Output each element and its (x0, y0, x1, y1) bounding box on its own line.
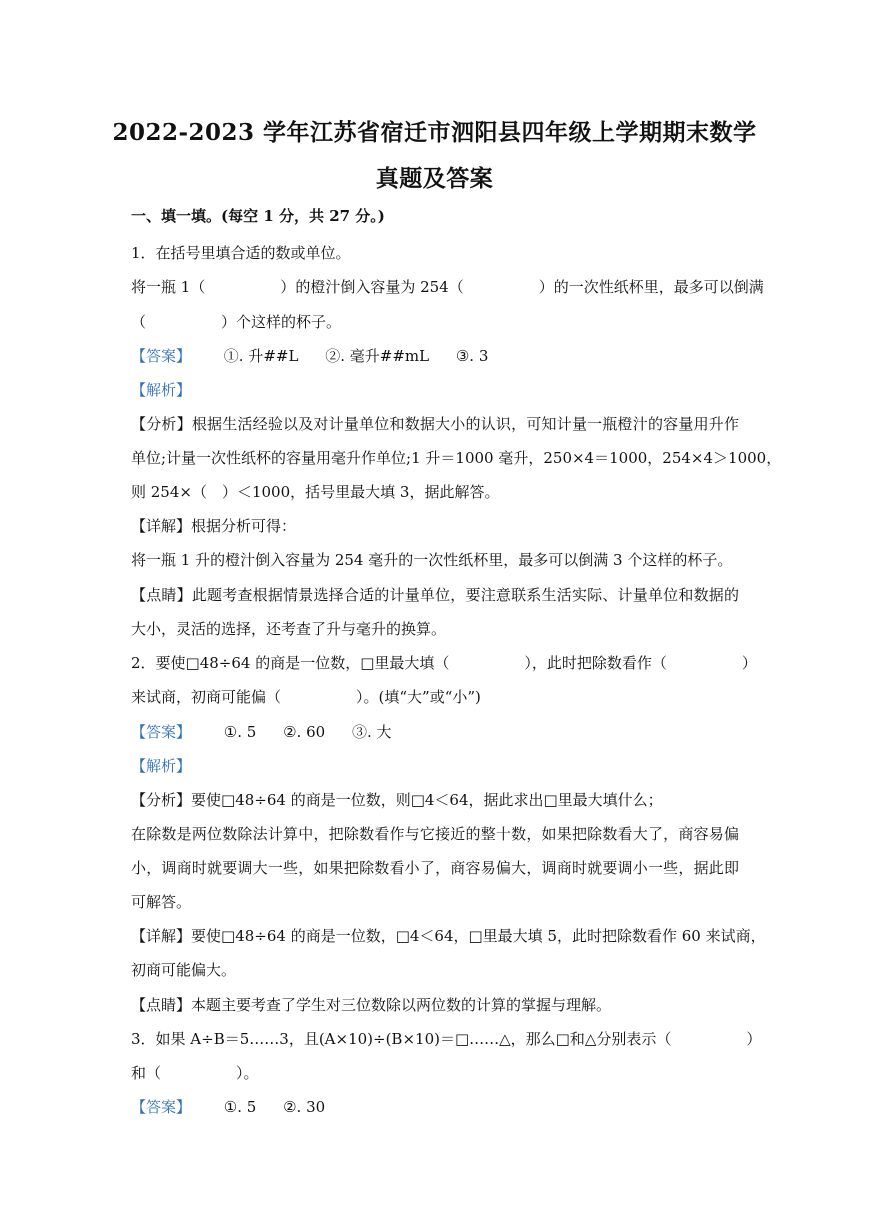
q2-stem-line1: 2．要使□48÷64 的商是一位数，□里最大填（ ），此时把除数看作（ ） (131, 654, 757, 672)
q2-xiangjie-line2: 初商可能偏大。 (131, 961, 237, 979)
q2-answer-2: ②. 60 (283, 723, 326, 741)
q1-xiangjie-line2: 将一瓶 1 升的橙汁倒入容量为 254 毫升的一次性纸杯里，最多可以倒满 3 个这样的杯子。 (131, 551, 733, 569)
q3-answer-1: ①. 5 (223, 1098, 257, 1116)
q1-fenxi-text1: 根据生活经验以及对计量单位和数据大小的认识，可知计量一瓶橙汁的容量用升作 (191, 415, 739, 433)
q1-fenxi-line3: 则 254×（ ）＜1000，括号里最大填 3，据此解答。 (131, 483, 500, 501)
q2-xiangjie-text1: 要使□48÷64 的商是一位数，□4＜64，□里最大填 5，此时把除数看作 60 来试商， (191, 927, 766, 945)
fenxi-label: 【分析】 (131, 791, 192, 809)
dianjing-label: 【点睛】 (131, 996, 192, 1014)
q1-dianjing-text1: 此题考查根据情景选择合适的计量单位，要注意联系生活实际、计量单位和数据的 (191, 586, 739, 604)
q2-fenxi-line4: 可解答。 (131, 893, 192, 911)
q2-answer-1: ①. 5 (223, 723, 257, 741)
q2-xiangjie-line1 (131, 925, 766, 946)
q2-fenxi-line1 (131, 789, 663, 810)
q2-answer-3: ③. 大 (351, 723, 392, 741)
q3-answer (131, 1096, 325, 1117)
q1-answer-1: ①. 升##L (223, 347, 299, 365)
q1-dianjing-line2: 大小，灵活的选择，还考查了升与毫升的换算。 (131, 620, 447, 638)
q1-xiangjie-text1: 根据分析可得： (191, 517, 297, 535)
q1-fenxi-line1 (131, 413, 739, 434)
q1-answer-2: ②. 毫升##mL (325, 347, 430, 365)
doc-title-line1: 2022-2023 学年江苏省宿迁市泗阳县四年级上学期期末数学 (112, 119, 757, 146)
q1-xiangjie-line1 (131, 515, 296, 536)
q1-stem: 1．在括号里填合适的数或单位。 (131, 244, 351, 262)
q2-fenxi-text1: 要使□48÷64 的商是一位数，则□4＜64，据此求出□里最大填什么； (191, 791, 663, 809)
q3-answer-2: ②. 30 (283, 1098, 326, 1116)
answer-label: 【答案】 (131, 1098, 192, 1116)
fenxi-label: 【分析】 (131, 415, 192, 433)
q2-stem-line2: 来试商，初商可能偏（ ）。(填“大”或“小”) (131, 688, 481, 706)
dianjing-label: 【点睛】 (131, 586, 192, 604)
q2-answer (131, 721, 392, 742)
xiangjie-label: 【详解】 (131, 517, 192, 535)
q1-line-b: （ ）个这样的杯子。 (131, 313, 342, 331)
q3-stem-line2: 和（ ）。 (131, 1064, 259, 1082)
q1-dianjing-line1 (131, 584, 739, 605)
q1-answer (131, 345, 488, 366)
q3-stem-line1: 3．如果 A÷B＝5……3，且(A×10)÷(B×10)＝□……△，那么□和△分别表示（ ） (131, 1030, 762, 1048)
xiangjie-label: 【详解】 (131, 927, 192, 945)
q2-dianjing-text1: 本题主要考查了学生对三位数除以两位数的计算的掌握与理解。 (191, 996, 612, 1014)
q1-answer-3: ③. 3 (455, 347, 489, 365)
q1-fenxi-line2: 单位;计量一次性纸杯的容量用毫升作单位;1 升＝1000 毫升，250×4＝1000，254×4＞1000， (131, 449, 782, 467)
q2-fenxi-line2: 在除数是两位数除法计算中，把除数看作与它接近的整十数，如果把除数看大了，商容易偏 (131, 825, 739, 843)
section-heading: 一、填一填。(每空 1 分，共 27 分。) (131, 207, 385, 225)
q2-jiexi-label: 【解析】 (131, 757, 192, 775)
q1-jiexi-label: 【解析】 (131, 381, 192, 399)
q1-line-a: 将一瓶 1（ ）的橙汁倒入容量为 254（ ）的一次性纸杯里，最多可以倒满 (131, 278, 764, 296)
doc-title-line2: 真题及答案 (375, 165, 494, 192)
q2-dianjing-line1 (131, 994, 611, 1015)
answer-label: 【答案】 (131, 347, 192, 365)
answer-label: 【答案】 (131, 723, 192, 741)
q2-fenxi-line3: 小，调商时就要调大一些，如果把除数看小了，商容易偏大，调商时就要调小一些，据此即 (131, 859, 739, 877)
